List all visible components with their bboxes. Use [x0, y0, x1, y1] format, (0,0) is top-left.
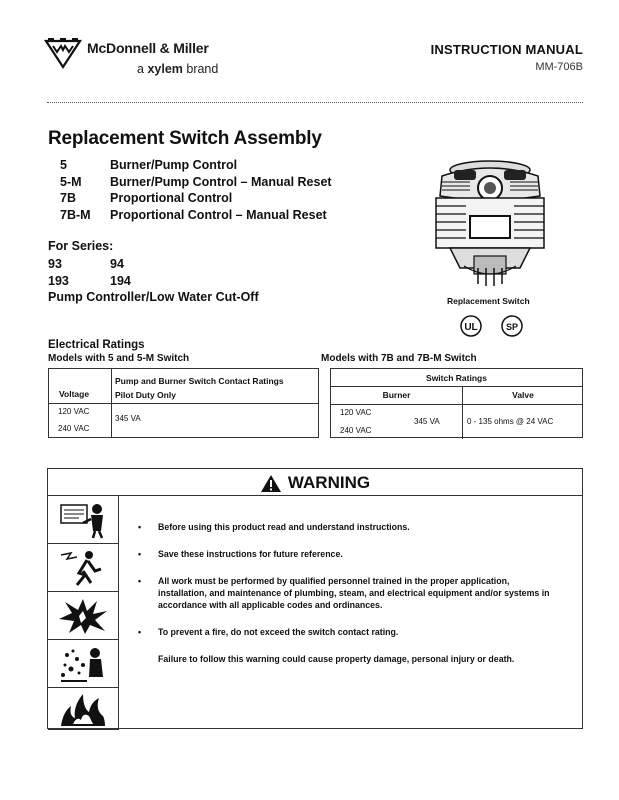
table-cell-valve-rating: 0 - 135 ohms @ 24 VAC [467, 417, 554, 426]
right-table-subtitle: Models with 7B and 7B-M Switch [321, 353, 477, 364]
model-code: 7B [60, 191, 76, 205]
table-cell-voltage: 240 VAC [58, 424, 90, 433]
model-code: 5 [60, 158, 67, 172]
read-manual-icon [48, 496, 118, 544]
manual-title: INSTRUCTION MANUAL [430, 42, 583, 57]
header-divider [47, 102, 583, 103]
table-cell-burner-rating: 345 VA [414, 417, 440, 426]
model-row [60, 190, 332, 207]
csa-certification-icon [500, 315, 524, 337]
warning-triangle-icon [260, 474, 282, 493]
warning-box [47, 468, 583, 729]
col-header-valve: Valve [512, 390, 534, 400]
model-desc: Proportional Control [110, 191, 233, 205]
electrical-ratings-title: Electrical Ratings [48, 339, 145, 351]
mcdonnell-miller-logo-icon [44, 37, 82, 69]
model-row [60, 174, 332, 191]
table-header-switch-ratings: Switch Ratings [426, 373, 487, 383]
model-desc: Burner/Pump Control – Manual Reset [110, 174, 332, 189]
model-code: 5-M [60, 174, 82, 189]
warning-list [138, 521, 558, 665]
warning-title: WARNING [48, 473, 582, 493]
series-description: Pump Controller/Low Water Cut-Off [48, 290, 259, 304]
table-cell-voltage: 120 VAC [340, 408, 372, 417]
model-row [60, 157, 332, 174]
model-row [60, 207, 332, 224]
warning-item: • Save these instructions for future reference. [138, 549, 343, 559]
model-list [60, 157, 332, 223]
warning-footer: Failure to follow this warning could cause property damage, personal injury or death. [158, 654, 515, 664]
brand-name: McDonnell & Miller [87, 40, 209, 56]
warning-item: • To prevent a fire, do not exceed the switch contact rating. [138, 627, 399, 637]
series-heading: For Series: [48, 239, 114, 253]
ul-listing-icon [458, 315, 484, 337]
warning-item: • Before using this product read and understand instructions. [138, 522, 410, 532]
replacement-switch-image [424, 158, 556, 298]
series-row: 193 194 [48, 274, 131, 288]
scald-burn-icon [48, 640, 118, 688]
model-desc: Burner/Pump Control [110, 158, 238, 172]
model-code: 7B-M [60, 207, 91, 222]
col-header-voltage: Voltage [59, 389, 90, 399]
series-row: 93 94 [48, 257, 124, 271]
series-grid [48, 256, 131, 290]
table-cell-rating: 345 VA [115, 414, 141, 423]
electric-shock-icon [48, 544, 118, 592]
csa-mark-text: SP [505, 322, 519, 332]
table-cell-voltage: 120 VAC [58, 407, 90, 416]
ratings-table-5 [48, 368, 319, 438]
manual-code: MM-706B [535, 61, 583, 73]
model-desc: Proportional Control – Manual Reset [110, 207, 327, 222]
page-title: Replacement Switch Assembly [48, 128, 322, 149]
explosion-icon [48, 592, 118, 640]
col-header-rating-sub: Pilot Duty Only [115, 390, 176, 400]
col-header-burner: Burner [382, 390, 411, 400]
table-cell-voltage: 240 VAC [340, 426, 372, 435]
left-table-subtitle: Models with 5 and 5-M Switch [48, 353, 190, 364]
switch-caption: Replacement Switch [447, 296, 530, 306]
fire-icon [48, 688, 118, 730]
ratings-table-7b [330, 368, 583, 438]
warning-item: • All work must be performed by qualified personnel trained in the proper application, installation, and maintenance of plumbing, steam, and electrical equipment and/or systems in accordance with all applicable codes and ordinances. [138, 576, 550, 610]
ul-mark-text: UL [464, 322, 478, 333]
col-header-rating: Pump and Burner Switch Contact Ratings [115, 376, 284, 386]
brand-tagline: a xylem brand [137, 62, 219, 76]
